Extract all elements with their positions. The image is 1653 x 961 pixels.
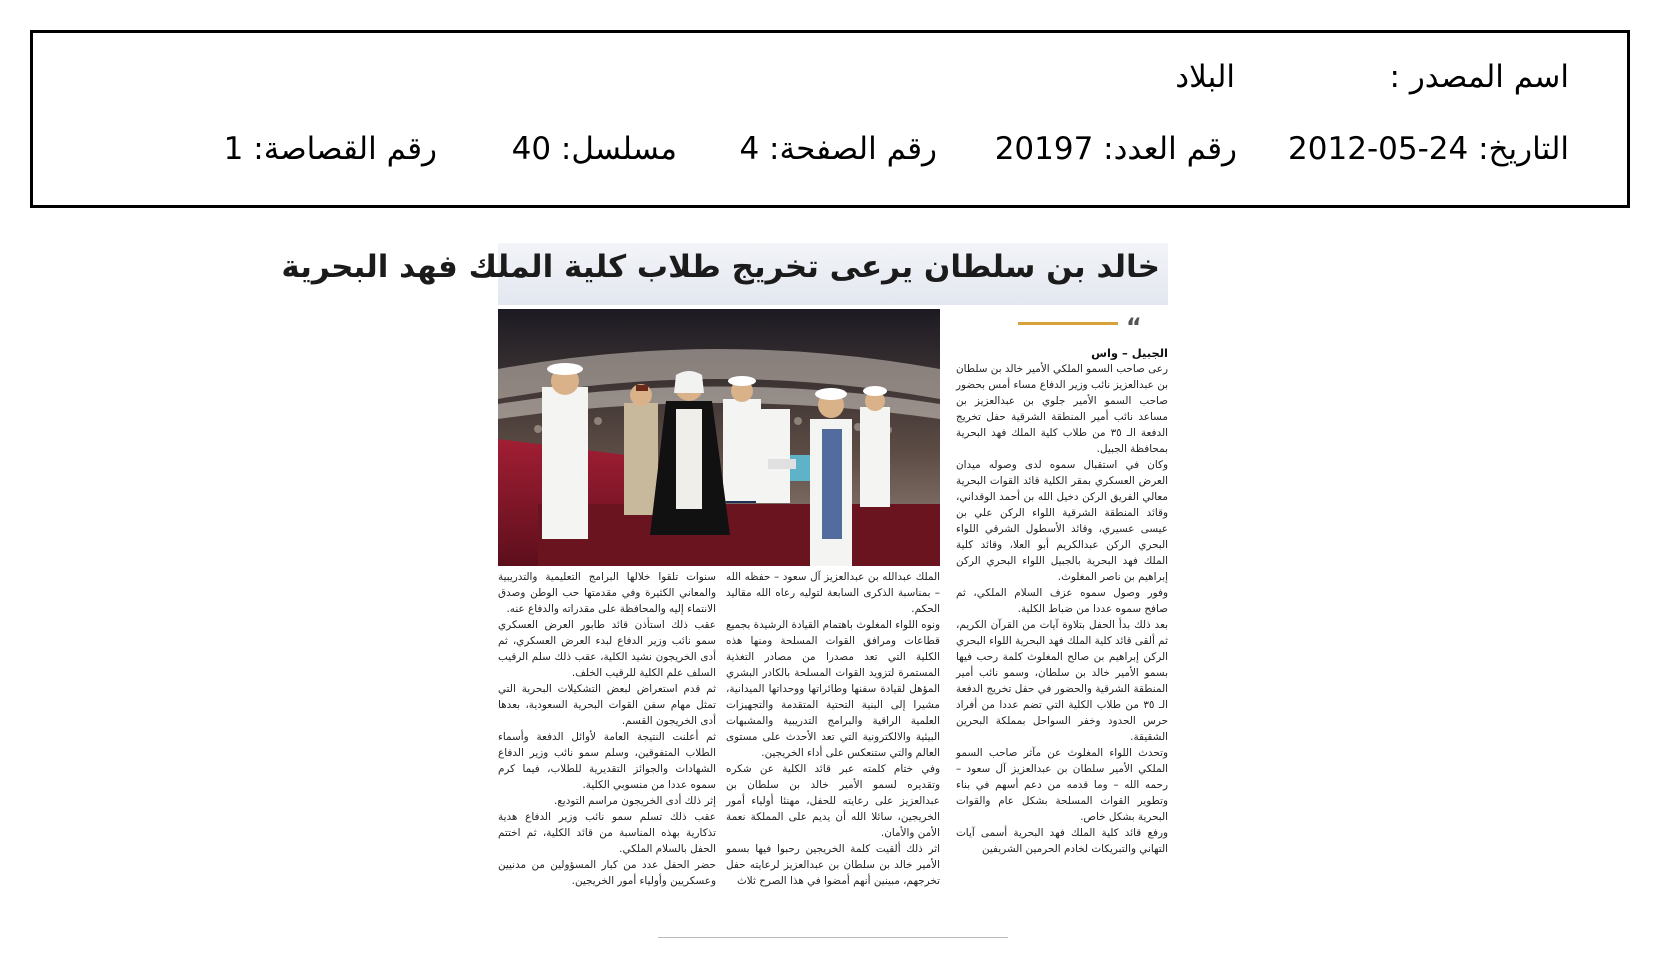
paragraph: وتحدث اللواء المغلوث عن مآثر صاحب السمو الملكي الأمير سلطان بن عبدالعزيز آل سعود – رحمه الله – وما قدمه من دعم أسهم في بناء وتطوير القوات المسلحة بشكل عام والقوات البحرية بشكل خاص. xyxy=(956,747,1168,823)
paragraph: الملك عبدالله بن عبدالعزيز آل سعود – حفظه الله – بمناسبة الذكرى السابعة لتوليه رعاه الله مقاليد الحكم. xyxy=(726,571,940,615)
paragraph: حضر الحفل عدد من كبار المسؤولين من مدنيين وعسكريين وأولياء أمور الخريجين. xyxy=(498,859,716,887)
paragraph: ورفع قائد كلية الملك فهد البحرية أسمى آيات التهاني والتبريكات لخادم الحرمين الشريفين xyxy=(956,827,1168,855)
paragraph: وفي ختام كلمته عبر قائد الكلية عن شكره وتقديره لسمو الأمير خالد بن سلطان بن عبدالعزيز على رعايته للحفل، مهنئا أولياء أمور الخريجين، سائلا الله أن يديم على المملكة نعمة الأمن والأمان. xyxy=(726,763,940,839)
dateline: الجبيل – واس xyxy=(1091,346,1168,360)
date-field: التاريخ: 24-05-2012 xyxy=(1288,131,1569,167)
article-headline: خالد بن سلطان يرعى تخريج طلاب كلية الملك فهد البحرية xyxy=(281,249,1160,285)
footer-rule xyxy=(658,937,1008,938)
clipping-header xyxy=(30,30,1630,208)
article-column-3 xyxy=(498,569,716,929)
paragraph: رعى صاحب السمو الملكي الأمير خالد بن سلطان بن عبدالعزيز نائب وزير الدفاع مساء أمس بحضور صاحب السمو الأمير جلوي بن عبدالعزيز بن مساعد نائب أمير المنطقة الشرقية حفل تخريج الدفعة الـ ٣٥ من طلاب كلية الملك فهد البحرية بمحافظة الجبيل. xyxy=(956,363,1168,455)
source-value: البلاد xyxy=(1175,59,1235,95)
paragraph: بعد ذلك بدأ الحفل بتلاوة آيات من القرآن الكريم، ثم ألقى قائد كلية الملك فهد البحرية اللواء البحري الركن إبراهيم بن صالح المغلوث كلمة رحب فيها بسمو الأمير خالد بن سلطان، وسمو نائب أمير المنطقة الشرقية والحضور في حفل تخريج الدفعة الـ ٣٥ من طلاب الكلية التي تضم عددا من أفراد حرس الحدود وخفر السواحل بمملكة البحرين الشقيقة. xyxy=(956,619,1169,743)
paragraph: عقب ذلك تسلم سمو نائب وزير الدفاع هدية تذكارية بهذه المناسبة من قائد الكلية، ثم اختتم الحفل بالسلام الملكي. xyxy=(498,811,716,855)
source-label: اسم المصدر : xyxy=(1389,59,1569,95)
paragraph: سنوات تلقوا خلالها البرامج التعليمية والتدريبية والمعاني الكثيرة وفي مقدمتها حب الوطن وصدق الانتماء إليه والمحافظة على مقدراته والدفاع عنه. xyxy=(498,571,716,615)
paragraph: ثم قدم استعراض لبعض التشكيلات البحرية التي تمثل مهام سفن القوات البحرية السعودية، بعدها أدى الخريجون القسم. xyxy=(498,683,716,727)
paragraph: وفور وصول سموه عزف السلام الملكي، ثم صافح سموه عددا من ضباط الكلية. xyxy=(956,587,1168,615)
article-column-2 xyxy=(726,569,940,929)
newspaper-clipping xyxy=(281,243,1169,943)
paragraph: اثر ذلك ألقيت كلمة الخريجين رحبوا فيها بسمو الأمير خالد بن سلطان بن عبدالعزيز لرعايته حفل تخرجهم، مبينين أنهم أمضوا في هذا الصرح ثلاث xyxy=(726,843,940,887)
paragraph: ونوه اللواء المغلوث باهتمام القيادة الرشيدة بجميع قطاعات ومرافق القوات المسلحة ومنها هذه الكلية التي تعد مصدرا من مصادر التغذية المستمرة لتزويد القوات المسلحة بالكادر البشري المؤهل لقيادة سفنها وطائراتها ووحداتها الميدانية، مشيرا إلى البنية التحتية المتقدمة والتجهيزات العلمية الراقية والبرامج التدريبية والمشبهات البيئية والالكترونية التي تعد الأحدث على مستوى العالم والتي ستنعكس على أداء الخريجين. xyxy=(726,619,940,759)
page-number: رقم الصفحة: 4 xyxy=(739,131,937,167)
ceremony-photo xyxy=(498,309,940,566)
serial-number: مسلسل: 40 xyxy=(511,131,677,167)
quote-mark-icon: “ xyxy=(1126,313,1142,341)
paragraph: وكان في استقبال سموه لدى وصوله ميدان العرض العسكري بمقر الكلية قائد القوات البحرية معالي الفريق الركن دخيل الله بن أحمد الوقداني، وقائد المنطقة الشرقية اللواء الركن علي بن عيسى عسيري، وقائد الأسطول الشرقي اللواء البحري الركن عبدالكريم أبو العلا، وقائد كلية الملك فهد البحرية بالجبيل اللواء البحري الركن إبراهيم بن ناصر المغلوث. xyxy=(956,459,1168,583)
article-column-1 xyxy=(956,345,1168,925)
headline-band xyxy=(281,243,1168,305)
paragraph: عقب ذلك استأذن قائد طابور العرض العسكري سمو نائب وزير الدفاع لبدء العرض العسكري، ثم أدى الخريجون نشيد الكلية، عقب ذلك سلم الرقيب السلف علم الكلية للرقيب الخلف. xyxy=(498,619,716,679)
header-row-source xyxy=(33,53,1627,101)
accent-rule xyxy=(1018,322,1118,325)
header-row-details xyxy=(33,125,1627,173)
clip-number: رقم القصاصة: 1 xyxy=(223,131,437,167)
issue-number: رقم العدد: 20197 xyxy=(994,131,1237,167)
paragraph: ثم أعلنت النتيجة العامة لأوائل الدفعة وأسماء الطلاب المتفوقين، وسلم سمو نائب وزير الدفاع الشهادات والجوائز التقديرية للطلاب، فيما كرم سموه عددا من منسوبي الكلية. xyxy=(498,731,716,791)
paragraph: إثر ذلك أدى الخريجون مراسم التوديع. xyxy=(553,795,716,807)
